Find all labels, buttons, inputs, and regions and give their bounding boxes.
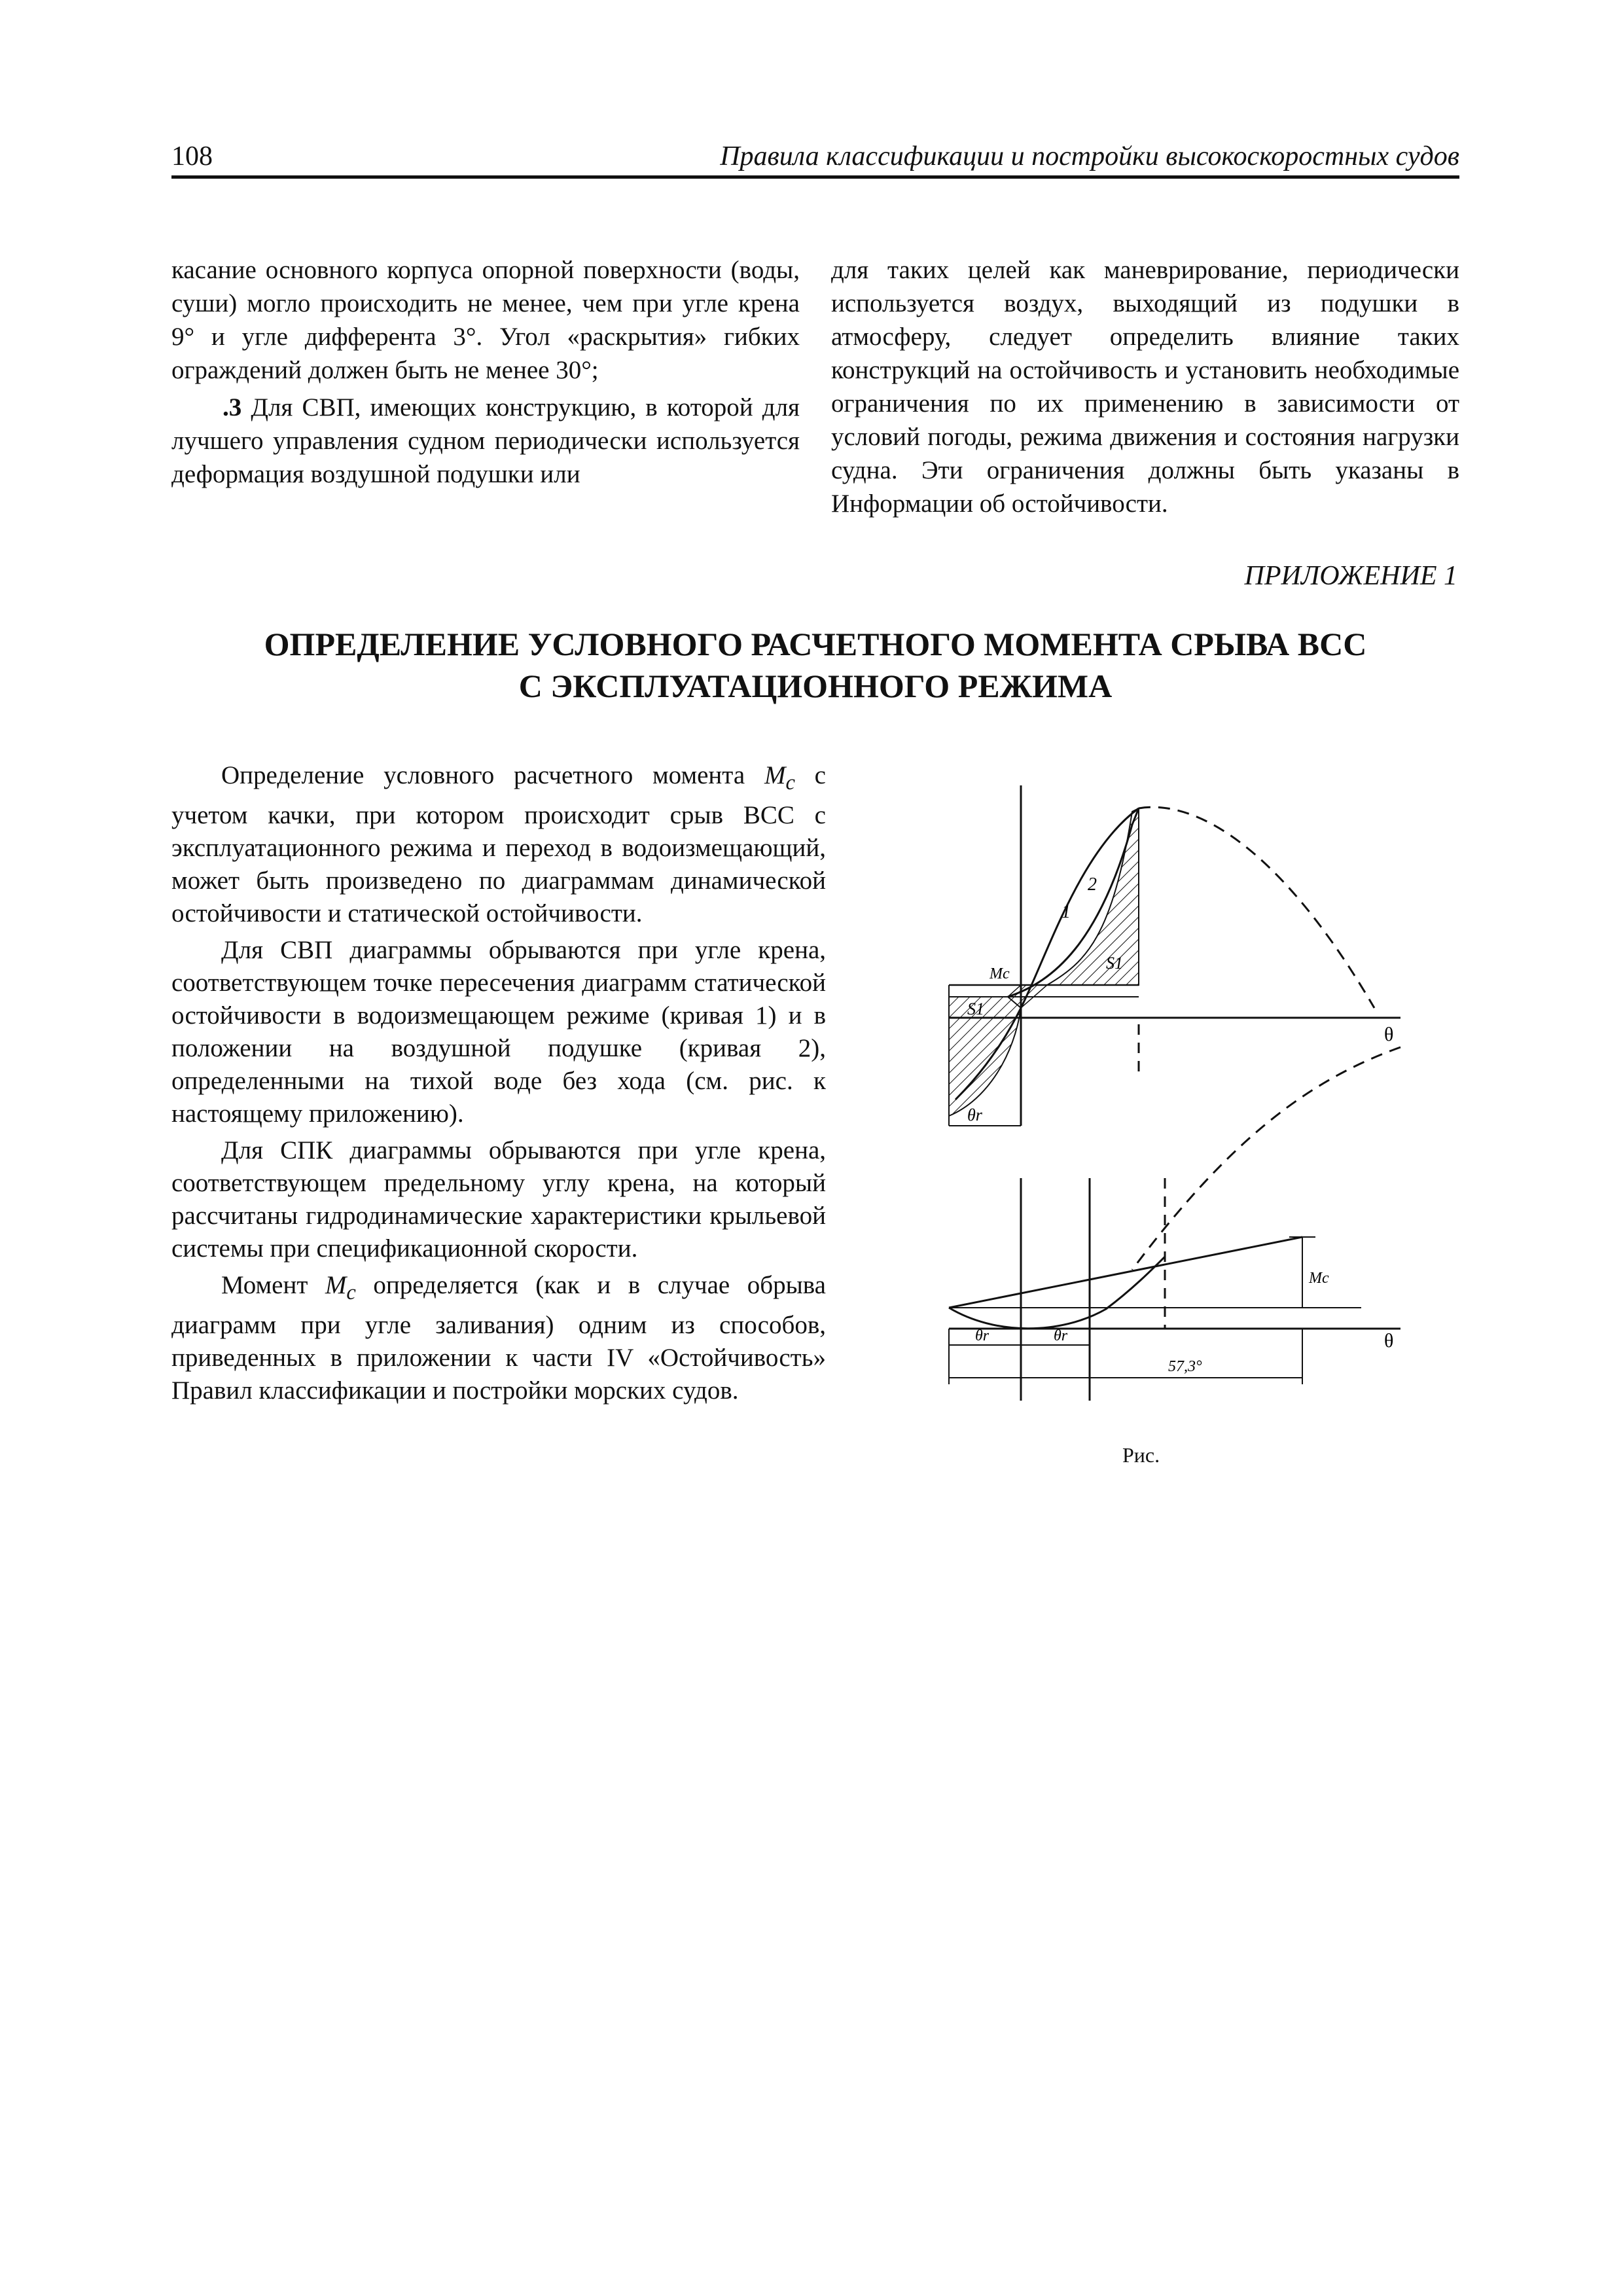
appendix-label: ПРИЛОЖЕНИЕ 1 [1244,561,1457,591]
right-column [831,253,1459,520]
dynamic-curve-lower [949,1257,1165,1329]
body-p4-a: Момент [221,1270,325,1299]
symbol-sub-c: c [785,770,795,795]
symbol-m: M [325,1270,347,1299]
appendix-title-line-2: С ЭКСПЛУАТАЦИОННОГО РЕЖИМА [518,668,1113,704]
symbol-sub-c: c [346,1280,356,1304]
dynamic-dashed-curve [1132,1047,1400,1270]
body-p1-b: с учетом качки, при котором происходит срыв ВСС с эксплуатационного режима и переход в водоизмещающий, может быть произведено по диаграммам динамической остойчивости и статической остойчивости. [171,761,826,927]
stability-diagram-figure [916,772,1453,1479]
body-paragraph-2: Для СВП диаграммы обрываются при угле крена, соответствующем точке пересечения диаграмм статической остойчивости в водоизмещающем режиме (кривая 1) и в положении на воздушной подушке (кривая 2), определенными на тихой воде без хода (см. рис. к настоящему приложению). [171,935,826,1128]
running-title: Правила классификации и постройки высокоскоростных судов [720,141,1459,171]
body-paragraph-4 [171,1269,826,1407]
label-57-3: 57,3° [1168,1358,1202,1375]
page-number: 108 [171,141,213,171]
s1-right-hatched-area [1047,808,1139,985]
label-theta-lower: θ [1384,1330,1394,1352]
tangent-line [949,1237,1302,1308]
item-number: .3 [223,393,242,422]
label-theta-r-upper: θr [967,1105,982,1124]
left-column [171,253,800,491]
label-s1-right: S1 [1106,954,1123,973]
label-mc: Mc [990,965,1010,982]
body-paragraph-1 [171,759,826,930]
label-mc-lower: Mc [1309,1270,1329,1287]
label-theta-r-lower-right: θr [1054,1327,1068,1344]
symbol-m: M [764,761,786,789]
right-paragraph-1: для таких целей как маневрирование, периодически используется воздух, выходящий из подушки в атмосферу, следует определить влияние таких конструкций на остойчивость и установить необходимые ограничения по их применению в зависимости от условий погоды, режима движения и состояния нагрузки судна. Эти ограничения должны быть указаны в Информации об остойчивости. [831,256,1459,518]
dashed-continuation-curve [1139,807,1374,1008]
left-paragraph-1: касание основного корпуса опорной поверхности (воды, суши) могло происходить не менее, чем при угле крена 9° и угле дифферента 3°. Угол «раскрытия» гибких ограждений должен быть не менее 30°; [171,256,800,384]
figure-caption: Рис. [1122,1443,1160,1467]
header-rule [171,175,1459,179]
body-p1-a: Определение условного расчетного момента [221,761,764,789]
label-s1-left: S1 [967,999,984,1018]
label-curve-1: 1 [1061,902,1071,922]
body-paragraph-3: Для СПК диаграммы обрываются при угле крена, соответствующем предельному углу крена, на который рассчитаны гидродинамические характеристики крыльевой системы при спецификационной скорости. [171,1136,826,1263]
s1-left-hatched-area [949,997,1021,1116]
body-p4-b: определяется (как и в случае обрыва диаграмм при угле заливания) одним из способов, приведенных в приложении к части IV «Остойчивость» Правил классификации и постройки морских судов. [171,1270,826,1405]
appendix-title [171,623,1459,707]
appendix-title-line-1: ОПРЕДЕЛЕНИЕ УСЛОВНОГО РАСЧЕТНОГО МОМЕНТА СРЫВА ВСС [264,626,1367,662]
left-paragraph-2 [171,391,800,491]
label-theta: θ [1384,1024,1394,1045]
body-column [171,759,826,1411]
label-theta-r-lower-left: θr [975,1327,990,1344]
left-paragraph-2-text: Для СВП, имеющих конструкцию, в которой для лучшего управления судном периодически используется деформация воздушной подушки или [171,393,800,488]
label-curve-2: 2 [1088,874,1097,895]
